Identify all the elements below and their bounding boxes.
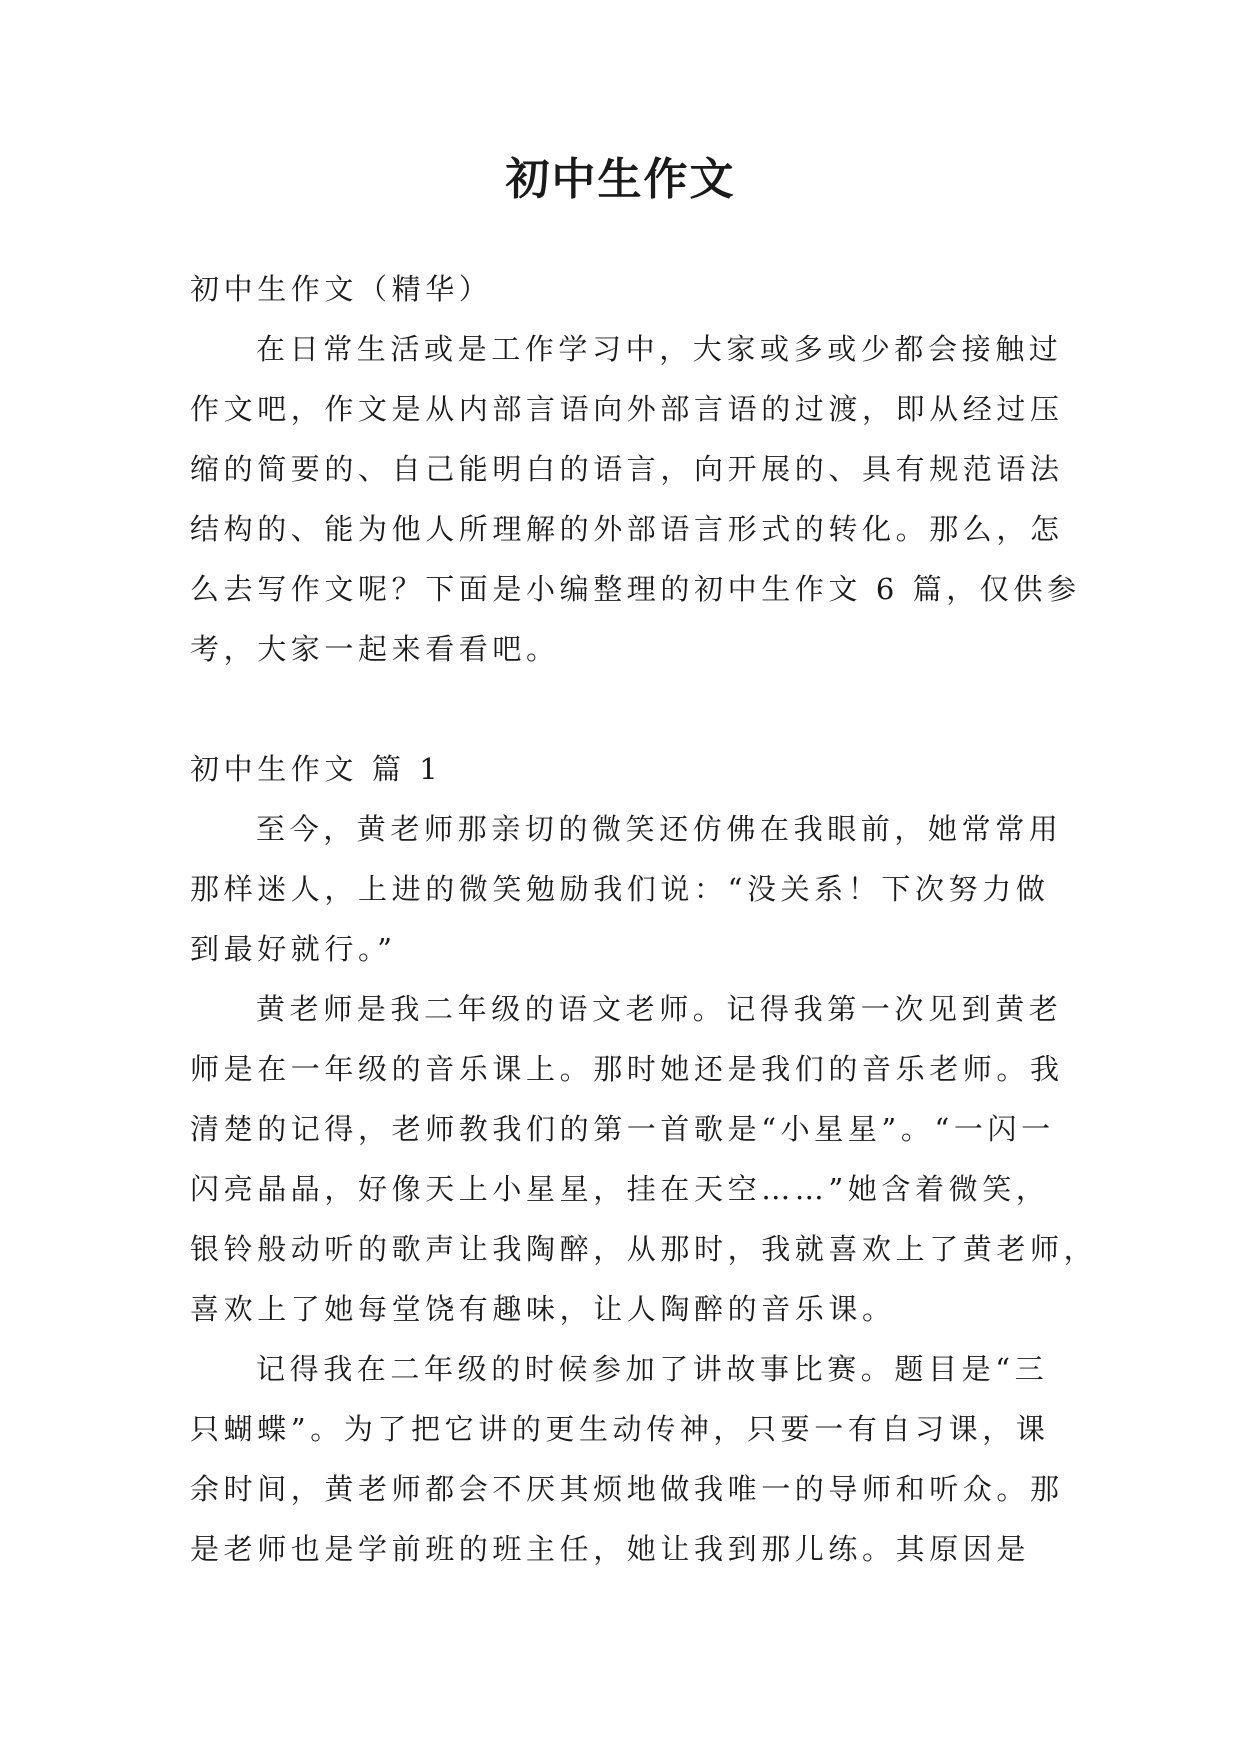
- text-line: 结构的、能为他人所理解的外部语言形式的转化。那么，怎: [190, 512, 1064, 546]
- text-line: 初中生作文（精华）: [190, 272, 493, 306]
- text-line: 作文吧，作文是从内部言语向外部言语的过渡，即从经过压: [190, 392, 1064, 426]
- text-line: 喜欢上了她每堂饶有趣味，让人陶醉的音乐课。: [190, 1292, 896, 1326]
- text-line: 考，大家一起来看看吧。: [190, 632, 560, 666]
- text-line: 记得我在二年级的时候参加了讲故事比赛。题目是“三: [256, 1352, 1049, 1386]
- text-line: 么去写作文呢？下面是小编整理的初中生作文 6 篇，仅供参: [190, 572, 1081, 606]
- text-line: 师是在一年级的音乐课上。那时她还是我们的音乐老师。我: [190, 1052, 1064, 1086]
- paragraph-gap: [190, 679, 1052, 739]
- text-line: 清楚的记得，老师教我们的第一首歌是“小星星”。“一闪一: [190, 1112, 1055, 1146]
- text-line: 黄老师是我二年级的语文老师。记得我第一次见到黄老: [256, 992, 1063, 1026]
- text-line: 只蝴蝶”。为了把它讲的更生动传神，只要一有自习课，课: [190, 1412, 1050, 1446]
- text-line: 闪亮晶晶，好像天上小星星，挂在天空……”她含着微笑，: [190, 1172, 1050, 1206]
- text-line: 初中生作文 篇 1: [190, 752, 443, 786]
- text-line: 余时间，黄老师都会不厌其烦地做我唯一的导师和听众。那: [190, 1472, 1064, 1506]
- document-body: [190, 259, 1098, 1579]
- text-line: 到最好就行。”: [190, 932, 397, 966]
- text-line: 至今，黄老师那亲切的微笑还仿佛在我眼前，她常常用: [256, 812, 1063, 846]
- document-title: 初中生作文: [505, 154, 736, 205]
- text-line: 那样迷人，上进的微笑勉励我们说：“没关系！下次努力做: [190, 872, 1050, 906]
- text-line: 在日常生活或是工作学习中，大家或多或少都会接触过: [256, 332, 1063, 366]
- text-line: 银铃般动听的歌声让我陶醉，从那时，我就喜欢上了黄老师，: [190, 1232, 1098, 1266]
- text-line: 缩的简要的、自己能明白的语言，向开展的、具有规范语法: [190, 452, 1064, 486]
- text-line: 是老师也是学前班的班主任，她让我到那儿练。其原因是: [190, 1532, 1031, 1566]
